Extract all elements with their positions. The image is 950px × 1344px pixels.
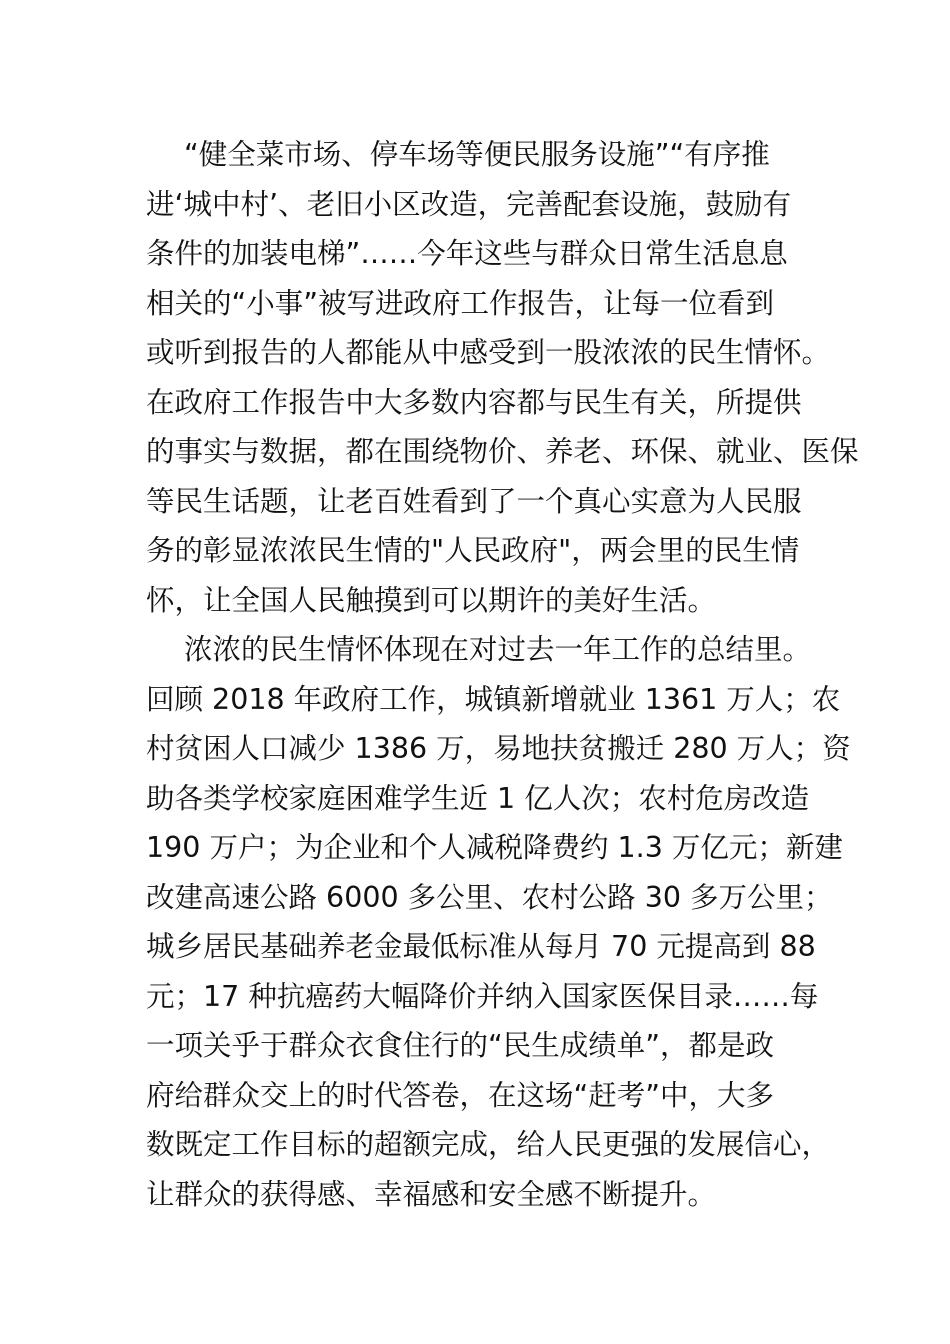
- paragraph-line: 等民生话题，让老百姓看到了一个真心实意为人民服: [146, 484, 802, 518]
- paragraph-line: 190 万户；为企业和个人减税降费约 1.3 万亿元；新建: [146, 831, 843, 864]
- paragraph-line: 的事实与数据，都在围绕物价、养老、环保、就业、医保: [146, 435, 859, 468]
- paragraph-line: 改建高速公路 6000 多公里、农村公路 30 多万公里；: [146, 880, 833, 914]
- paragraph-line: 让群众的获得感、幸福感和安全感不断提升。: [146, 1177, 717, 1211]
- paragraph-line: 村贫困人口减少 1386 万，易地扶贫搬迁 280 万人；资: [146, 732, 851, 765]
- paragraph-line: 回顾 2018 年政府工作，城镇新增就业 1361 万人；农: [146, 682, 841, 716]
- paragraph-line: 怀，让全国人民触摸到可以期许的美好生活。: [146, 583, 717, 617]
- paragraph-line: 一项关乎于群众衣食住行的“民生成绩单”，都是政: [146, 1029, 775, 1062]
- paragraph-line: 府给群众交上的时代答卷，在这场“赶考”中，大多: [146, 1078, 775, 1112]
- paragraph-line: 助各类学校家庭困难学生近 1 亿人次；农村危房改造: [146, 781, 810, 815]
- paragraph-line: 元；17 种抗癌药大幅降价并纳入国家医保目录……每: [146, 979, 819, 1013]
- paragraph-line: 在政府工作报告中大多数内容都与民生有关，所提供: [146, 385, 802, 419]
- paragraph-line: 或听到报告的人都能从中感受到一股浓浓的民生情怀。: [146, 336, 831, 369]
- paragraph-line: 浓浓的民生情怀体现在对过去一年工作的总结里。: [184, 633, 812, 666]
- paragraph-line: 数既定工作目标的超额完成，给人民更强的发展信心，: [146, 1128, 831, 1161]
- paragraph-1: [146, 130, 859, 625]
- paragraph-line: 条件的加装电梯”……今年这些与群众日常生活息息: [146, 237, 788, 270]
- paragraph-line: 务的彰显浓浓民生情的"人民政府"，两会里的民生情: [146, 534, 800, 567]
- paragraph-line: 城乡居民基础养老金最低标准从每月 70 元提高到 88: [146, 930, 816, 963]
- paragraph-2: [146, 625, 851, 1219]
- paragraph-line: “健全菜市场、停车场等便民服务设施”“有序推: [184, 138, 770, 171]
- paragraph-line: 进‘城中村’、老旧小区改造，完善配套设施，鼓励有: [146, 187, 792, 221]
- paragraph-line: 相关的“小事”被写进政府工作报告，让每一位看到: [146, 286, 775, 320]
- document-body: [146, 130, 859, 1219]
